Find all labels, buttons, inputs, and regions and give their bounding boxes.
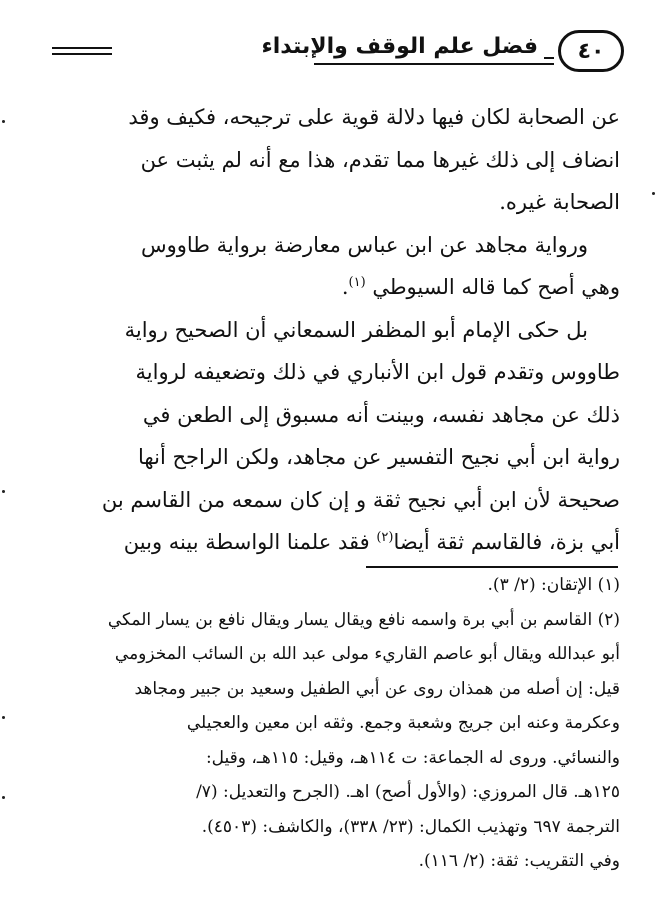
text-line: بل حكى الإمام أبو المظفر السمعاني أن الصحيح رواية [124,317,588,342]
scan-mark [652,192,655,195]
footnotes [40,568,620,879]
footnote-2-line: الترجمة ٦٩٧ وتهذيب الكمال: (٢٣/ ٣٣٨)، والكاشف: (٤٥٠٣). [201,816,620,837]
text-line [62,521,620,564]
text-line: طاووس وتقدم قول ابن الأنباري في ذلك وتضعيفه لرواية [135,360,620,384]
footnote-2-line: وفي التقريب: ثقة: (٢/ ١١٦). [418,851,620,871]
scan-mark [2,490,5,493]
header-title: فضل علم الوقف والإبتداء [256,34,545,59]
footnote-2-line: وعكرمة وعنه ابن جريج وشعبة وجمع. وثقه ابن معين والعجيلي [186,713,620,733]
sentence-end: . [341,275,349,299]
text-line-part: وهي أصح كما قاله السيوطي [372,275,620,299]
scan-mark [2,716,5,719]
text-line: رواية ابن أبي نجيح التفسير عن مجاهد، ولكن الراجح أنها [138,445,620,469]
footnote-2-line: (٢) القاسم بن أبي برة واسمه نافع ويقال يسار ويقال نافع بن يسار المكي [107,609,620,630]
text-line: الصحابة غيره. [499,190,620,214]
footnote-ref-2[interactable]: (٢) [376,530,394,545]
text-line-part: فقد علمنا الواسطة بينه وبين [123,530,370,554]
header-rule-left [52,47,112,55]
footnote-2-line: قيل: إن أصله من همذان روى عن أبي الطفيل وسعيد بن جبير ومجاهد [134,678,620,699]
text-line: صحيحة لأن ابن أبي نجيح ثقة و إن كان سمعه من القاسم بن [101,487,620,512]
text-line-part: أبي بزة، فالقاسم ثقة أيضا [393,530,620,554]
text-line: ورواية مجاهد عن ابن عباس معارضة برواية طاووس [140,232,588,257]
text-line: ذلك عن مجاهد نفسه، وبينت أنه مسبوق إلى الطعن في [142,402,620,427]
text-line: انضاف إلى ذلك غيرها مما تقدم، هذا مع أنه لم يثبت عن [140,147,620,172]
footnote-2-line: والنسائي. وروى له الجماعة: ت ١١٤هـ، وقيل: ١١٥هـ، وقيل: [205,747,620,768]
footnote-2-line: أبو عبدالله ويقال أبو عاصم القاريء مولى عبد الله بن السائب المخزومي [114,644,620,664]
running-header [52,30,624,76]
footnote-ref-1[interactable]: (١) [348,275,366,290]
main-text [62,96,620,564]
text-line: عن الصحابة لكان فيها دلالة قوية على ترجيحه، فكيف وقد [128,105,620,129]
footnote-1: (١) الإتقان: (٢/ ٣). [487,575,620,595]
scan-mark [2,120,5,123]
text-line [62,266,620,309]
scan-mark [2,796,5,799]
page-number-badge: ٤٠ [558,30,624,72]
footnote-2-line: ١٢٥هـ. قال المروزي: (والأول أصح) اهـ. (الجرح والتعديل: (٧/ [196,782,620,802]
